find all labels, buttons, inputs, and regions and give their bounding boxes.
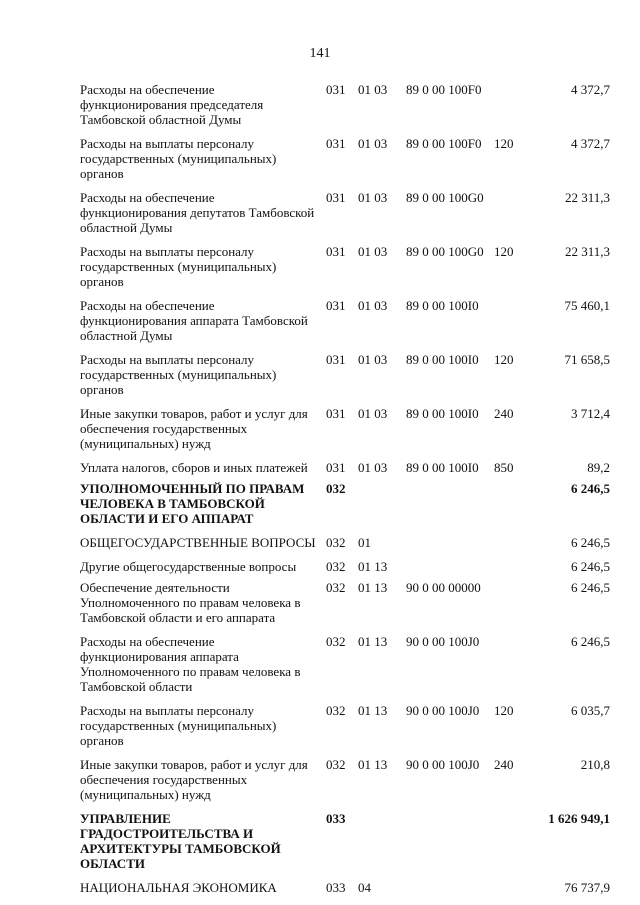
row-ved-code: 032	[326, 757, 346, 772]
row-section-code: 01 03	[358, 136, 388, 151]
row-ved-code: 031	[326, 406, 346, 421]
table-row	[80, 580, 610, 634]
row-amount: 4 372,7	[571, 136, 610, 151]
row-name: Обеспечение деятельности Уполномоченного по правам человека в Тамбовской области и его аппарата	[80, 580, 301, 625]
row-target-article-code: 90 0 00 100J0	[406, 757, 480, 772]
row-section-code: 01 03	[358, 82, 388, 97]
table-row	[80, 406, 610, 460]
table-row	[80, 559, 610, 580]
row-section-code: 01 13	[358, 703, 388, 718]
row-expense-type-code: 240	[494, 757, 514, 772]
row-amount: 6 246,5	[571, 580, 610, 595]
row-target-article-code: 90 0 00 100J0	[406, 634, 480, 649]
row-amount: 76 737,9	[564, 880, 610, 895]
row-section-code: 01 03	[358, 406, 388, 421]
row-target-article-code	[406, 481, 494, 535]
row-name: Расходы на обеспечение функционирования депутатов Тамбовской областной Думы	[80, 190, 315, 235]
budget-rows	[80, 82, 610, 904]
row-section-code: 01 03	[358, 244, 388, 259]
row-section-code: 01 03	[358, 460, 388, 475]
table-row	[80, 298, 610, 352]
row-name: Расходы на выплаты персоналу государственных (муниципальных) органов	[80, 352, 277, 397]
row-target-article-code: 89 0 00 100F0	[406, 136, 482, 151]
row-name: Уплата налогов, сборов и иных платежей	[80, 460, 308, 475]
budget-table	[80, 82, 610, 904]
row-expense-type-code	[494, 481, 534, 535]
row-section-code: 01 13	[358, 580, 388, 595]
row-target-article-code: 89 0 00 100G0	[406, 190, 484, 205]
row-target-article-code: 89 0 00 100I0	[406, 298, 479, 313]
table-row	[80, 352, 610, 406]
row-expense-type-code	[494, 634, 534, 703]
row-section-code: 04	[358, 880, 371, 895]
row-ved-code: 032	[326, 559, 346, 574]
row-expense-type-code: 850	[494, 460, 514, 475]
table-row	[80, 136, 610, 190]
row-amount: 6 246,5	[571, 634, 610, 649]
row-ved-code: 031	[326, 82, 346, 97]
row-name: УПРАВЛЕНИЕ ГРАДОСТРОИТЕЛЬСТВА И АРХИТЕКТУРЫ ТАМБОВСКОЙ ОБЛАСТИ	[80, 811, 281, 871]
table-row	[80, 535, 610, 559]
row-section-code	[358, 481, 406, 535]
row-ved-code: 031	[326, 244, 346, 259]
row-name: УПОЛНОМОЧЕННЫЙ ПО ПРАВАМ ЧЕЛОВЕКА В ТАМБОВСКОЙ ОБЛАСТИ И ЕГО АППАРАТ	[80, 481, 305, 526]
table-row	[80, 703, 610, 757]
row-amount: 89,2	[587, 460, 610, 475]
row-target-article-code: 89 0 00 100I0	[406, 406, 479, 421]
row-ved-code: 032	[326, 535, 346, 550]
row-name: Иные закупки товаров, работ и услуг для обеспечения государственных (муниципальных) нужд	[80, 757, 308, 802]
row-expense-type-code	[494, 811, 534, 880]
table-row	[80, 481, 610, 535]
row-amount: 210,8	[580, 757, 610, 772]
table-row	[80, 634, 610, 703]
table-row	[80, 82, 610, 136]
row-name: Иные закупки товаров, работ и услуг для обеспечения государственных (муниципальных) нужд	[80, 406, 308, 451]
row-target-article-code: 89 0 00 100I0	[406, 460, 479, 475]
table-row	[80, 811, 610, 880]
row-expense-type-code: 120	[494, 136, 514, 151]
row-amount: 3 712,4	[571, 406, 610, 421]
row-amount: 4 372,7	[571, 82, 610, 97]
row-target-article-code: 89 0 00 100G0	[406, 244, 484, 259]
row-name: Расходы на выплаты персоналу государственных (муниципальных) органов	[80, 244, 277, 289]
row-target-article-code: 89 0 00 100I0	[406, 352, 479, 367]
row-ved-code: 031	[326, 352, 346, 367]
table-row	[80, 244, 610, 298]
row-target-article-code	[406, 535, 494, 559]
row-amount: 22 311,3	[564, 244, 610, 259]
row-expense-type-code	[494, 880, 534, 904]
row-name: Расходы на обеспечение функционирования председателя Тамбовской областной Думы	[80, 82, 264, 127]
row-ved-code: 032	[326, 634, 346, 649]
row-name: НАЦИОНАЛЬНАЯ ЭКОНОМИКА	[80, 880, 277, 895]
row-expense-type-code	[494, 298, 534, 352]
row-expense-type-code: 120	[494, 244, 514, 259]
row-expense-type-code	[494, 580, 534, 634]
table-row	[80, 880, 610, 904]
table-row	[80, 190, 610, 244]
row-section-code: 01	[358, 535, 371, 550]
row-ved-code: 032	[326, 703, 346, 718]
row-target-article-code: 89 0 00 100F0	[406, 82, 482, 97]
row-amount: 6 035,7	[571, 703, 610, 718]
row-amount: 75 460,1	[564, 298, 610, 313]
row-name: Расходы на обеспечение функционирования аппарата Тамбовской областной Думы	[80, 298, 308, 343]
row-section-code: 01 13	[358, 634, 388, 649]
row-expense-type-code	[494, 559, 534, 580]
row-amount: 6 246,5	[571, 481, 610, 496]
row-amount: 6 246,5	[571, 559, 610, 574]
row-section-code	[358, 811, 406, 880]
row-expense-type-code: 240	[494, 406, 514, 421]
row-name: ОБЩЕГОСУДАРСТВЕННЫЕ ВОПРОСЫ	[80, 535, 316, 550]
row-name: Другие общегосударственные вопросы	[80, 559, 297, 574]
row-ved-code: 033	[326, 811, 346, 826]
row-section-code: 01 03	[358, 298, 388, 313]
row-target-article-code	[406, 811, 494, 880]
table-row	[80, 757, 610, 811]
row-section-code: 01 03	[358, 352, 388, 367]
row-target-article-code	[406, 559, 494, 580]
row-ved-code: 031	[326, 190, 346, 205]
row-section-code: 01 03	[358, 190, 388, 205]
row-ved-code: 032	[326, 481, 346, 496]
row-amount: 1 626 949,1	[548, 811, 610, 826]
row-expense-type-code: 120	[494, 703, 514, 718]
row-expense-type-code	[494, 535, 534, 559]
row-ved-code: 031	[326, 460, 346, 475]
row-target-article-code	[406, 880, 494, 904]
row-section-code: 01 13	[358, 757, 388, 772]
row-amount: 22 311,3	[564, 190, 610, 205]
page-number: 141	[309, 46, 331, 61]
row-target-article-code: 90 0 00 00000	[406, 580, 481, 595]
row-expense-type-code: 120	[494, 352, 514, 367]
row-target-article-code: 90 0 00 100J0	[406, 703, 480, 718]
row-expense-type-code	[494, 82, 534, 136]
row-name: Расходы на выплаты персоналу государственных (муниципальных) органов	[80, 703, 277, 748]
row-section-code: 01 13	[358, 559, 388, 574]
row-name: Расходы на обеспечение функционирования аппарата Уполномоченного по правам человека в Тамбовской области	[80, 634, 301, 694]
row-ved-code: 032	[326, 580, 346, 595]
row-amount: 71 658,5	[564, 352, 610, 367]
row-ved-code: 031	[326, 136, 346, 151]
row-expense-type-code	[494, 190, 534, 244]
table-row	[80, 460, 610, 481]
row-amount: 6 246,5	[571, 535, 610, 550]
row-ved-code: 033	[326, 880, 346, 895]
row-ved-code: 031	[326, 298, 346, 313]
row-name: Расходы на выплаты персоналу государственных (муниципальных) органов	[80, 136, 277, 181]
